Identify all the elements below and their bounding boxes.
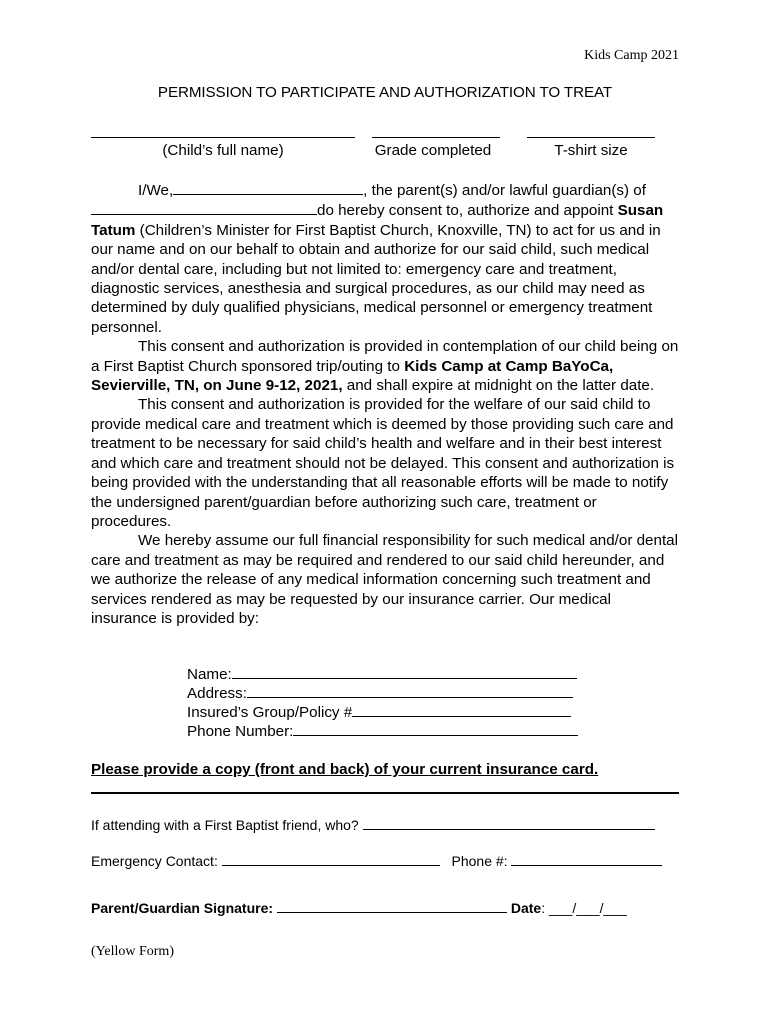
insurance-policy-row [187, 702, 571, 722]
emergency-phone-label: Phone #: [451, 853, 508, 869]
emergency-phone-field[interactable] [511, 851, 662, 866]
consent-body [91, 180, 681, 628]
consent-paragraph-3: This consent and authorization is provided for the welfare of our said child to provide medical care and treatment which is deemed by those providing such care and treatment to be necessary for said child’s health and welfare and in their best interest and which care and treatment should not be delayed. This consent and authorization is being provided with the understanding that all reasonable efforts will be made to notify the undersigned parent/guardian before authorizing such care, treatment or procedures. [91, 396, 675, 530]
expiry-text: and shall expire at midnight on the latter date. [342, 377, 655, 395]
consent-text: do hereby consent to, authorize and appoint [317, 202, 614, 220]
emergency-contact-label: Emergency Contact: [91, 853, 218, 869]
trip-text: This consent and authorization is provided in contemplation of our child being on a First Baptist Church sponsored trip/outing to [91, 338, 679, 375]
consent-paragraph-4: We hereby assume our full financial responsibility for such medical and/or dental care and treatment as may be required and rendered to our said child hereunder, and we authorize the release of any medical information concerning such treatment and services rendered as may be requested by our insurance carrier. Our medical insurance is provided by: [91, 532, 678, 627]
child-name-field[interactable] [91, 137, 355, 138]
divider [91, 792, 679, 794]
friend-row [91, 815, 655, 833]
iwe-text: I/We, [138, 182, 174, 199]
emergency-contact-field[interactable] [222, 851, 440, 866]
insurance-policy-field[interactable] [352, 702, 571, 717]
tshirt-size-field[interactable] [527, 137, 655, 138]
signature-label: Parent/Guardian Signature: [91, 900, 274, 916]
friend-label: If attending with a First Baptist friend, who? [91, 817, 359, 833]
date-colon: : [541, 900, 546, 916]
guardian-text: , the parent(s) and/or lawful guardian(s) of [363, 182, 646, 199]
insurance-policy-label: Insured’s Group/Policy # [187, 704, 353, 721]
insurance-card-notice: Please provide a copy (front and back) of your current insurance card. [91, 761, 599, 778]
consent-paragraph-2 [91, 337, 681, 395]
insurance-name-label: Name: [187, 666, 232, 683]
grade-label: Grade completed [374, 142, 492, 159]
camp-label: Kids Camp 2021 [584, 48, 679, 63]
insurance-phone-row [187, 721, 578, 741]
date-field[interactable]: ___/___/___ [548, 900, 627, 916]
tshirt-size-label: T-shirt size [554, 142, 628, 159]
insurance-phone-label: Phone Number: [187, 723, 294, 740]
grade-field[interactable] [372, 137, 500, 138]
insurance-phone-field[interactable] [293, 721, 578, 736]
friend-field[interactable] [363, 815, 655, 830]
trip-details: Kids Camp at Camp BaYoCa, Sevierville, TN, on June 9-12, 2021, [91, 357, 614, 395]
insurance-address-field[interactable] [247, 683, 573, 698]
page-title: PERMISSION TO PARTICIPATE AND AUTHORIZATION TO TREAT [157, 84, 613, 101]
parent-name-field[interactable] [173, 180, 363, 195]
insurance-name-row [187, 664, 577, 684]
form-color-label: (Yellow Form) [91, 944, 174, 959]
signature-field[interactable] [277, 898, 507, 913]
insurance-name-field[interactable] [232, 664, 577, 679]
minister-name: Susan Tatum [91, 202, 664, 239]
date-label: Date [510, 900, 542, 916]
child-name-field-2[interactable] [91, 200, 317, 215]
consent-paragraph-1 [91, 180, 681, 337]
consent-text-2: (Children’s Minister for First Baptist Church, Knoxville, TN) to act for us and in our name and on our behalf to obtain and authorize for our said child, such medical and/or dental care, including but not limited to: emergency care and treatment, diagnostic services, anesthesia and surgical procedures, as our child may need as determined by duly qualified physicians, medical personnel or emergency treatment personnel. [91, 221, 661, 336]
emergency-row [91, 851, 662, 869]
insurance-address-row [187, 683, 573, 703]
child-name-label: (Child’s full name) [162, 142, 284, 159]
signature-row [91, 898, 627, 916]
insurance-address-label: Address: [187, 685, 247, 702]
